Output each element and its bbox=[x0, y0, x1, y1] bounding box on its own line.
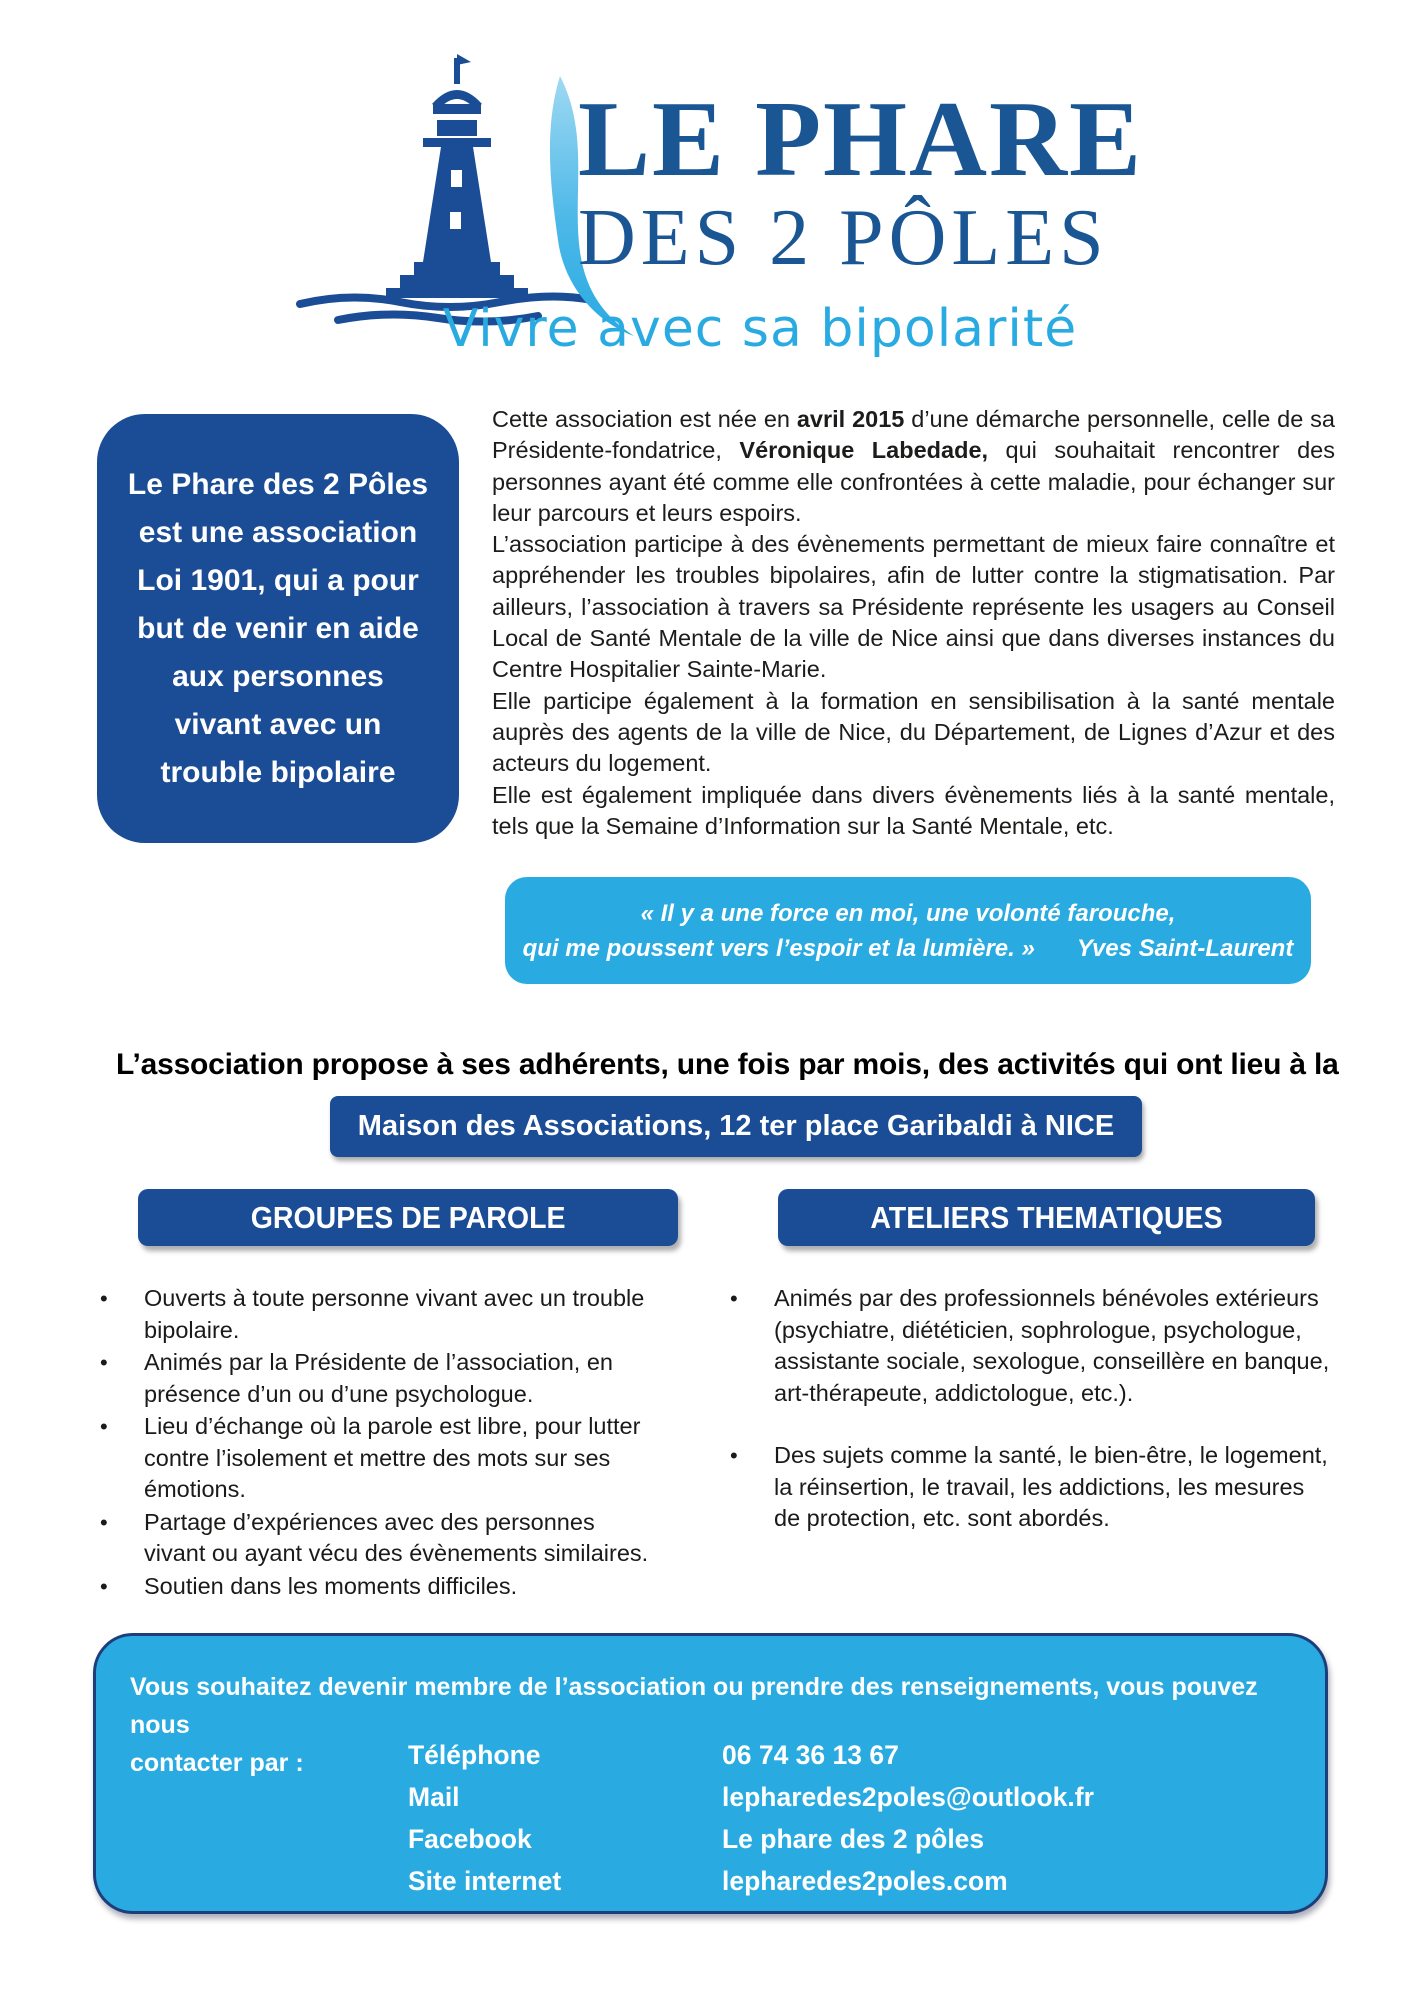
about-paragraph: L’association participe à des évènements permettant de mieux faire connaître et appréhender les troubles bipolaires, afin de lutter contre la stigmatisation. Par ailleurs, l’association à travers sa Présidente représente les usagers au Conseil Local de Santé Mentale de la ville de Nice ainsi que dans diverses instances du Centre Hospitalier Sainte-Marie. bbox=[492, 531, 1335, 683]
brand-title bbox=[578, 80, 1144, 282]
mission-line: Loi 1901, qui a pour bbox=[137, 563, 419, 597]
mission-line: vivant avec un bbox=[174, 707, 382, 741]
location-text: Maison des Associations, 12 ter place Garibaldi à NICE bbox=[357, 1110, 1115, 1142]
mission-line: est une association bbox=[138, 515, 418, 549]
contact-intro-line2: contacter par : bbox=[130, 1749, 304, 1777]
list-item bbox=[100, 1411, 650, 1506]
quote-line2-wrap bbox=[523, 931, 1294, 966]
mission-line: aux personnes bbox=[172, 659, 384, 693]
brand-tagline: Vivre avec sa bipolarité bbox=[442, 299, 1078, 359]
contact-label: Mail bbox=[408, 1782, 460, 1812]
list-item bbox=[730, 1440, 1330, 1535]
list-item-text: Animés par des professionnels bénévoles extérieurs (psychiatre, diététicien, sophrologue, psychologue, assistante sociale, sexologue, conseillère en banque, art-thérapeute, addictologue, etc.). bbox=[774, 1285, 1330, 1406]
list-item bbox=[730, 1283, 1330, 1409]
contact-label: Facebook bbox=[408, 1824, 532, 1854]
contact-value: lepharedes2poles@outlook.fr bbox=[722, 1782, 1094, 1812]
location-box bbox=[330, 1096, 1142, 1157]
contact-value: Le phare des 2 pôles bbox=[722, 1824, 985, 1854]
column-header-label: ATELIERS THEMATIQUES bbox=[870, 1199, 1223, 1235]
list-item-text: Ouverts à toute personne vivant avec un trouble bipolaire. bbox=[144, 1285, 645, 1343]
quote-attribution: Yves Saint-Laurent bbox=[1076, 934, 1294, 962]
list-item-text: Des sujets comme la santé, le bien-être, le logement, la réinsertion, le travail, les addictions, les mesures de protection, etc. sont abordés. bbox=[774, 1442, 1328, 1531]
column-header-groupes-de-parole bbox=[138, 1189, 678, 1246]
list-item bbox=[100, 1283, 650, 1346]
groupes-de-parole-list bbox=[100, 1283, 650, 1603]
activities-heading: L’association propose à ses adhérents, une fois par mois, des activités qui ont lieu à la bbox=[116, 1048, 1339, 1081]
bullet-icon: • bbox=[730, 1286, 738, 1311]
contact-row bbox=[408, 1860, 1094, 1902]
brand-title-line2: DES 2 PÔLES bbox=[578, 194, 1109, 282]
mission-box bbox=[97, 414, 459, 843]
contact-value: lepharedes2poles.com bbox=[722, 1866, 1008, 1896]
contact-row bbox=[408, 1776, 1094, 1818]
mission-text bbox=[128, 461, 428, 797]
contact-rows bbox=[408, 1734, 1094, 1902]
list-item-text: Animés par la Présidente de l’association, en présence d’un ou d’une psychologue. bbox=[144, 1349, 613, 1407]
column-header-label: GROUPES DE PAROLE bbox=[250, 1199, 566, 1235]
about-paragraph: Cette association est née en avril 2015 d’une démarche personnelle, celle de sa Présidente-fondatrice, Véronique Labedade, qui souhaitait rencontrer des personnes ayant été comme elle confrontées à cette maladie, pour échanger sur leur parcours et leurs espoirs. bbox=[492, 406, 1335, 526]
bullet-icon: • bbox=[100, 1350, 108, 1375]
ateliers-thematiques-list bbox=[730, 1283, 1330, 1536]
contact-row bbox=[408, 1818, 1094, 1860]
mission-line: Le Phare des 2 Pôles bbox=[127, 467, 429, 501]
brand-title-line1: LE PHARE bbox=[578, 80, 1144, 199]
contact-label: Site internet bbox=[408, 1866, 562, 1896]
contact-intro-line1: Vous souhaitez devenir membre de l’association ou prendre des renseignements, vous pouvez nous bbox=[130, 1673, 1258, 1739]
list-item bbox=[100, 1507, 650, 1570]
contact-label: Téléphone bbox=[408, 1740, 541, 1770]
mission-line: trouble bipolaire bbox=[160, 755, 396, 789]
bullet-icon: • bbox=[100, 1573, 108, 1599]
contact-row bbox=[408, 1734, 1094, 1776]
about-paragraph: Elle est également impliquée dans divers évènements liés à la santé mentale, tels que la Semaine d’Information sur la Santé Mentale, etc. bbox=[492, 781, 1335, 839]
list-item-text: Partage d’expériences avec des personnes vivant ou ayant vécu des évènements similaires. bbox=[144, 1508, 649, 1566]
contact-box bbox=[93, 1633, 1328, 1914]
about-paragraph: Elle participe également à la formation en sensibilisation à la santé mentale auprès des agents de la ville de Nice, du Département, de Lignes d’Azur et des acteurs du logement. bbox=[492, 687, 1335, 777]
quote-line1: « Il y a une force en moi, une volonté farouche, bbox=[640, 899, 1176, 927]
mission-line: but de venir en aide bbox=[137, 611, 419, 645]
quote-box bbox=[505, 877, 1311, 984]
column-header-ateliers-thematiques bbox=[778, 1189, 1315, 1246]
contact-value: 06 74 36 13 67 bbox=[722, 1740, 899, 1770]
about-text bbox=[492, 404, 1335, 842]
list-item bbox=[100, 1347, 650, 1410]
bullet-icon: • bbox=[730, 1443, 738, 1468]
list-item-text: Lieu d’échange où la parole est libre, pour lutter contre l’isolement et mettre des mots sur ses émotions. bbox=[144, 1413, 641, 1502]
list-item-text: Soutien dans les moments difficiles. bbox=[144, 1572, 518, 1599]
bullet-icon: • bbox=[100, 1509, 108, 1535]
bullet-icon: • bbox=[100, 1414, 108, 1439]
bullet-icon: • bbox=[100, 1286, 108, 1311]
quote-line2: qui me poussent vers l’espoir et la lumière. » bbox=[522, 934, 1035, 962]
list-item bbox=[100, 1571, 650, 1603]
